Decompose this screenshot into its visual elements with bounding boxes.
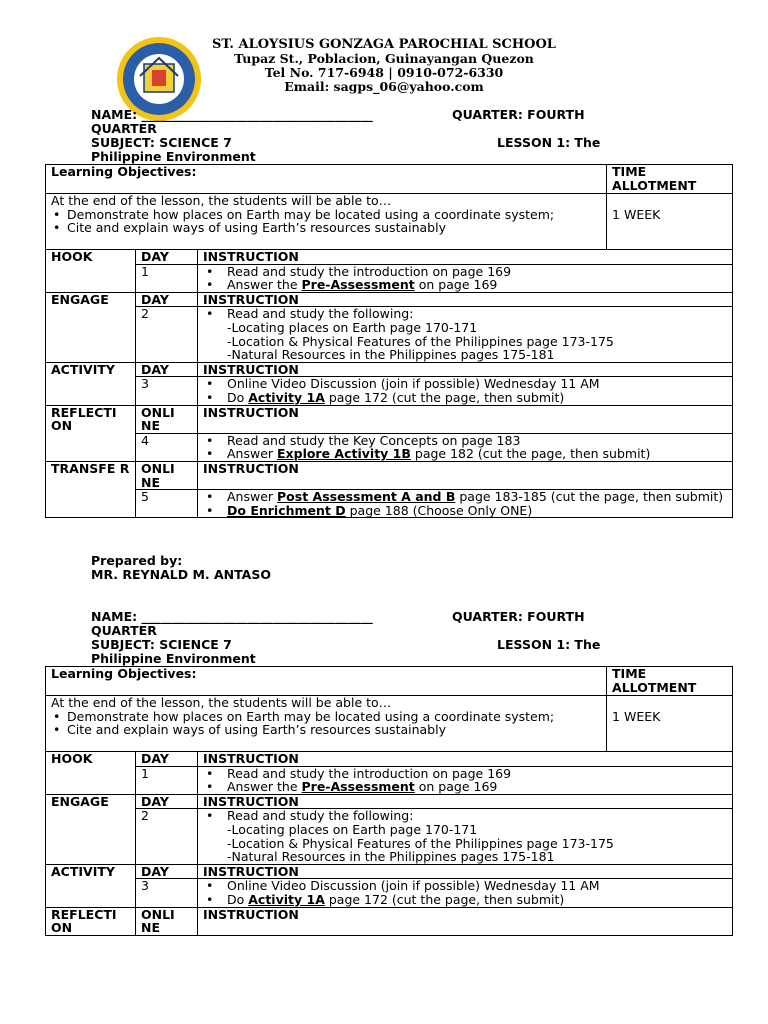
instruction-cell (198, 809, 733, 864)
phase-transfer: TRANSFE R (46, 461, 136, 517)
objective-item: • Cite and explain ways of using Earth’s resources sustainably (51, 221, 601, 235)
lesson-label: LESSON 1: The (497, 637, 601, 652)
day-number: 3 (136, 377, 198, 405)
instruction-item: • Read and study the following: (203, 307, 727, 321)
text: on page 169 (414, 277, 498, 293)
text: Answer (227, 446, 278, 462)
prepared-by-label: Prepared by: (91, 553, 183, 568)
activity-1a-link: Activity 1A (248, 389, 325, 405)
instruction-cell (198, 307, 733, 362)
post-assessment-link: Post Assessment A and B (277, 489, 456, 505)
day-header: DAY (136, 362, 198, 377)
instruction-item (203, 391, 727, 405)
day-number: 2 (136, 809, 198, 864)
objectives-cell (46, 194, 607, 250)
instruction-subitem: -Locating places on Earth page 170-171 (227, 319, 478, 335)
pre-assessment-link: Pre-Assessment (301, 779, 415, 795)
school-name: ST. ALOYSIUS GONZAGA PAROCHIAL SCHOOL (212, 37, 556, 52)
day-number: 1 (136, 766, 198, 794)
name-field-label: NAME: _____________________________________ (91, 609, 373, 624)
phase-activity: ACTIVITY (46, 362, 136, 405)
text: Answer (227, 489, 278, 505)
lesson-wrap: Philippine Environment (91, 149, 256, 164)
objective-item: • Demonstrate how places on Earth may be located using a coordinate system; (51, 710, 601, 724)
instruction-item (203, 893, 727, 907)
day-header: DAY (136, 794, 198, 809)
pre-assessment-link: Pre-Assessment (301, 277, 415, 293)
text: page 182 (cut the page, then submit) (410, 446, 651, 462)
lesson-plan-table-2 (45, 666, 733, 936)
prepared-by-block (91, 554, 271, 582)
instruction-header: INSTRUCTION (198, 752, 733, 767)
instruction-header: INSTRUCTION (198, 250, 733, 265)
phase-reflection: REFLECTI ON (46, 405, 136, 461)
instruction-item: • Online Video Discussion (join if possible) Wednesday 11 AM (203, 879, 727, 893)
meta-block-2 (91, 610, 731, 666)
day-header: DAY (136, 864, 198, 879)
subject-label: SUBJECT: SCIENCE 7 (91, 637, 232, 652)
instruction-subitem: -Natural Resources in the Philippines pages 175-181 (227, 347, 555, 363)
quarter-wrap: QUARTER (91, 623, 157, 638)
learning-objectives-header: Learning Objectives: (46, 165, 607, 194)
quarter-wrap: QUARTER (91, 121, 157, 136)
instruction-item (203, 504, 727, 518)
objective-item: • Cite and explain ways of using Earth’s resources sustainably (51, 723, 601, 737)
lesson-wrap: Philippine Environment (91, 651, 256, 666)
instruction-cell (198, 766, 733, 794)
week-cell: 1 WEEK (607, 696, 733, 752)
meta-block-1 (91, 108, 731, 164)
day-header: DAY (136, 250, 198, 265)
phase-activity: ACTIVITY (46, 864, 136, 907)
instruction-item: • Read and study the introduction on page 169 (203, 767, 727, 781)
instruction-item (203, 490, 727, 504)
instruction-header: INSTRUCTION (198, 461, 733, 489)
phase-hook: HOOK (46, 250, 136, 293)
instruction-item: • Read and study the following: (203, 809, 727, 823)
teacher-name: MR. REYNALD M. ANTASO (91, 567, 271, 582)
instruction-header: INSTRUCTION (198, 864, 733, 879)
instruction-item: • Read and study the introduction on page 169 (203, 265, 727, 279)
objectives-intro: At the end of the lesson, the students will be able to… (51, 695, 392, 710)
quarter-label: QUARTER: FOURTH (452, 107, 585, 122)
online-header: ONLI NE (136, 461, 198, 489)
text: Do (227, 389, 249, 405)
instruction-header: INSTRUCTION (198, 292, 733, 307)
time-allotment-header: TIME ALLOTMENT (607, 165, 733, 194)
online-header: ONLI NE (136, 405, 198, 433)
day-number: 4 (136, 433, 198, 461)
text: Do (227, 891, 249, 907)
text: Answer the (227, 779, 302, 795)
day-number: 2 (136, 307, 198, 362)
text: page 183-185 (cut the page, then submit) (455, 489, 724, 505)
instruction-item (203, 278, 727, 292)
day-header: DAY (136, 752, 198, 767)
instruction-subitem: -Locating places on Earth page 170-171 (227, 821, 478, 837)
phase-engage: ENGAGE (46, 794, 136, 864)
instruction-header: INSTRUCTION (198, 405, 733, 433)
instruction-item: • Online Video Discussion (join if possible) Wednesday 11 AM (203, 377, 727, 391)
objective-item: • Demonstrate how places on Earth may be located using a coordinate system; (51, 208, 601, 222)
lesson-plan-table-1 (45, 164, 733, 518)
day-number: 1 (136, 264, 198, 292)
phase-engage: ENGAGE (46, 292, 136, 362)
objectives-cell (46, 696, 607, 752)
instruction-item (203, 447, 727, 461)
phase-reflection: REFLECTI ON (46, 907, 136, 935)
day-number: 5 (136, 490, 198, 518)
school-info (210, 38, 558, 94)
school-address: Tupaz St., Poblacion, Guinayangan Quezon (234, 51, 534, 66)
instruction-header: INSTRUCTION (198, 794, 733, 809)
instruction-cell (198, 264, 733, 292)
instruction-cell (198, 377, 733, 405)
text: page 188 (Choose Only ONE) (345, 502, 533, 518)
instruction-cell (198, 433, 733, 461)
instruction-cell (198, 490, 733, 518)
quarter-label: QUARTER: FOURTH (452, 609, 585, 624)
activity-1a-link: Activity 1A (248, 891, 325, 907)
instruction-cell (198, 879, 733, 907)
school-email: Email: sagps_06@yahoo.com (284, 79, 484, 94)
lesson-label: LESSON 1: The (497, 135, 601, 150)
instruction-header: INSTRUCTION (198, 907, 733, 935)
instruction-subitem: -Location & Physical Features of the Philippines page 173-175 (227, 333, 614, 349)
enrichment-d-link: Do Enrichment D (227, 502, 346, 518)
text: page 172 (cut the page, then submit) (324, 891, 565, 907)
school-tel: Tel No. 717-6948 | 0910-072-6330 (264, 65, 504, 80)
instruction-item (203, 780, 727, 794)
text: page 172 (cut the page, then submit) (324, 389, 565, 405)
week-cell: 1 WEEK (607, 194, 733, 250)
day-header: DAY (136, 292, 198, 307)
phase-hook: HOOK (46, 752, 136, 795)
time-allotment-header: TIME ALLOTMENT (607, 667, 733, 696)
instruction-subitem: -Location & Physical Features of the Philippines page 173-175 (227, 835, 614, 851)
instruction-header: INSTRUCTION (198, 362, 733, 377)
name-field-label: NAME: _____________________________________ (91, 107, 373, 122)
subject-label: SUBJECT: SCIENCE 7 (91, 135, 232, 150)
day-number: 3 (136, 879, 198, 907)
objectives-intro: At the end of the lesson, the students will be able to… (51, 193, 392, 208)
text: on page 169 (414, 779, 498, 795)
online-header: ONLI NE (136, 907, 198, 935)
explore-activity-1b-link: Explore Activity 1B (277, 446, 411, 462)
instruction-subitem: -Natural Resources in the Philippines pages 175-181 (227, 849, 555, 865)
instruction-item: • Read and study the Key Concepts on page 183 (203, 434, 727, 448)
learning-objectives-header: Learning Objectives: (46, 667, 607, 696)
text: Answer the (227, 277, 302, 293)
